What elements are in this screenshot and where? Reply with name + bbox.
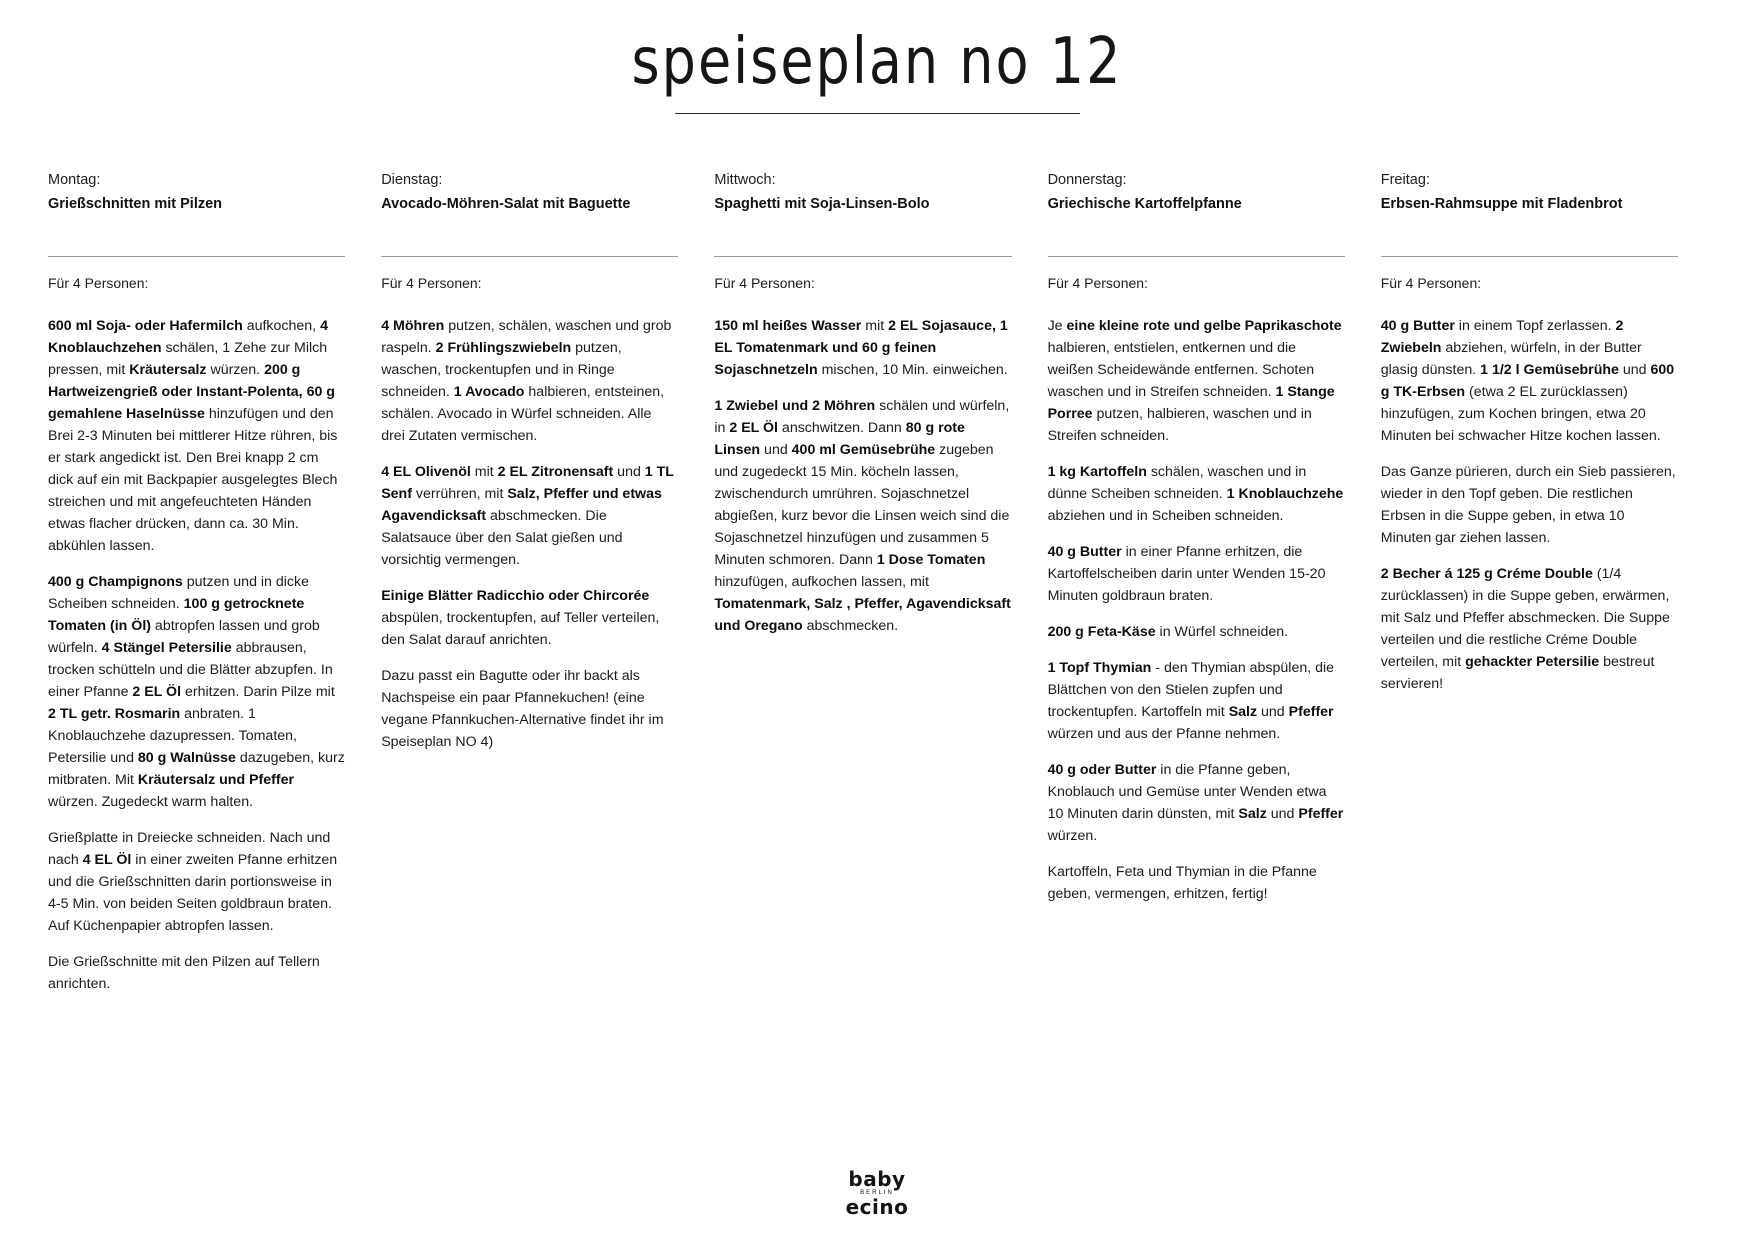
recipe-paragraph: 1 Zwiebel und 2 Möhren schälen und würfeln, in 2 EL Öl anschwitzen. Dann 80 g rote Linsen und 400 ml Gemüsebrühe zugeben und zugedeckt 15 Min. köcheln lassen, zwischendurch umrühren. Sojaschnetzel abgießen, kurz bevor die Linsen weich sind die Sojaschnetzel hinzufügen und zusammen 5 Minuten schmoren. Dann 1 Dose Tomaten hinzufügen, aufkochen lassen, mit Tomatenmark, Salz , Pfeffer, Agavendicksaft und Oregano abschmecken. (714, 397, 1011, 634)
servings-label: Für 4 Personen: (714, 274, 815, 291)
recipe-paragraph: 150 ml heißes Wasser mit 2 EL Sojasauce, 1 EL Tomatenmark und 60 g feinen Sojaschnetzeln mischen, 10 Min. einweichen. (714, 317, 1008, 378)
recipe-paragraph: 4 EL Olivenöl mit 2 EL Zitronensaft und 1 TL Senf verrühren, mit Salz, Pfeffer und etwas Agavendicksaft abschmecken. Die Salatsauce über den Salat gießen und vorsichtig vermengen. (381, 463, 674, 568)
recipe-paragraph: 1 kg Kartoffeln schälen, waschen und in dünne Scheiben schneiden. 1 Knoblauchzehe abziehen und in Scheiben schneiden. (1047, 463, 1344, 524)
recipe-paragraph: 40 g Butter in einem Topf zerlassen. 2 Zwiebeln abziehen, würfeln, in der Butter glasig dünsten. 1 1/2 l Gemüsebrühe und 600 g TK-Erbsen (etwa 2 EL zurücklassen) hinzufügen, zum Kochen bringen, etwa 20 Minuten bei schwacher Hitze kochen lassen. (1380, 317, 1675, 444)
day-column-freitag (1381, 170, 1714, 995)
day-dish: Griechische Kartoffelpfanne (1047, 195, 1242, 212)
recipe-paragraph: 600 ml Soja- oder Hafermilch aufkochen, 4 Knoblauchzehen schälen, 1 Zehe zur Milch pressen, mit Kräutersalz würzen. 200 g Hartweizengrieß oder Instant-Polenta, 60 g gemahlene Haselnüsse hinzufügen und den Brei 2-3 Minuten bei mittlerer Hitze rühren, bis er stark angedickt ist. Den Brei knapp 2 cm dick auf ein mit Backpapier ausgelegtes Blech streichen und mit angefeuchteten Händen etwas flacher drücken, dann ca. 30 Min. abkühlen lassen. (48, 317, 338, 554)
column-divider (48, 256, 345, 257)
column-divider (1048, 256, 1345, 257)
recipe-paragraph: 40 g oder Butter in die Pfanne geben, Knoblauch und Gemüse unter Wenden etwa 10 Minuten darin dünsten, mit Salz und Pfeffer würzen. (1047, 761, 1344, 844)
logo-line-3: ecino (845, 1195, 909, 1219)
servings-label: Für 4 Personen: (1380, 274, 1482, 291)
title-block (0, 0, 1754, 114)
recipe-body (48, 315, 345, 995)
day-columns (48, 170, 1714, 995)
recipe-body (714, 315, 1011, 637)
recipe-body (1048, 315, 1345, 905)
recipe-paragraph: Dazu passt ein Bagutte oder ihr backt als Nachspeise ein paar Pfannekuchen! (eine vegane Pfannkuchen-Alternative findet ihr im Speiseplan NO 4) (381, 667, 664, 750)
column-divider (381, 256, 678, 257)
day-label: Montag: (48, 172, 101, 188)
servings-label: Für 4 Personen: (48, 274, 149, 291)
recipe-paragraph: Kartoffeln, Feta und Thymian in die Pfanne geben, vermengen, erhitzen, fertig! (1047, 863, 1317, 902)
day-dish: Erbsen-Rahmsuppe mit Fladenbrot (1380, 195, 1623, 212)
page-title: speiseplan no 12 (631, 24, 1123, 99)
day-label: Donnerstag: (1047, 172, 1127, 188)
day-dish: Grießschnitten mit Pilzen (48, 195, 223, 212)
servings-label: Für 4 Personen: (1047, 274, 1148, 291)
recipe-paragraph: Die Grießschnitte mit den Pilzen auf Tellern anrichten. (48, 953, 320, 992)
day-label: Dienstag: (381, 172, 443, 188)
recipe-body (1381, 315, 1678, 695)
recipe-paragraph: 200 g Feta-Käse in Würfel schneiden. (1047, 623, 1289, 640)
day-dish: Avocado-Möhren-Salat mit Baguette (381, 195, 631, 212)
recipe-paragraph: 4 Möhren putzen, schälen, waschen und grob raspeln. 2 Frühlingszwiebeln putzen, waschen, trockentupfen und in Ringe schneiden. 1 Avocado halbieren, entsteinen, schälen. Avocado in Würfel schneiden. Alle drei Zutaten vermischen. (381, 317, 672, 444)
day-column-dienstag (381, 170, 714, 995)
recipe-paragraph: 40 g Butter in einer Pfanne erhitzen, die Kartoffelscheiben darin unter Wenden 15-20 Minuten goldbraun braten. (1047, 543, 1326, 604)
recipe-body (381, 315, 678, 753)
column-divider (1381, 256, 1678, 257)
column-divider (714, 256, 1011, 257)
day-dish: Spaghetti mit Soja-Linsen-Bolo (714, 195, 930, 212)
logo-line-2: BERLIN (860, 1190, 894, 1196)
day-label: Freitag: (1380, 172, 1430, 188)
recipe-paragraph: 400 g Champignons putzen und in dicke Scheiben schneiden. 100 g getrocknete Tomaten (in Öl) abtropfen lassen und grob würfeln. 4 Stängel Petersilie abbrausen, trocken schütteln und die Blätter abzupfen. In einer Pfanne 2 EL Öl erhitzen. Darin Pilze mit 2 TL getr. Rosmarin anbraten. 1 Knoblauchzehe dazupressen. Tomaten, Petersilie und 80 g Walnüsse dazugeben, kurz mitbraten. Mit Kräutersalz und Pfeffer würzen. Zugedeckt warm halten. (48, 573, 345, 810)
logo-line-1: baby (848, 1167, 906, 1191)
recipe-paragraph: 2 Becher á 125 g Créme Double (1/4 zurücklassen) in die Suppe geben, erwärmen, mit Salz und Pfeffer abschmecken. Die Suppe verteilen und die restliche Créme Double verteilen, mit gehackter Petersilie bestreut servieren! (1380, 565, 1670, 692)
servings-label: Für 4 Personen: (381, 274, 482, 291)
recipe-paragraph: Je eine kleine rote und gelbe Paprikaschote halbieren, entstielen, entkernen und die weißen Scheidewände entfernen. Schoten waschen und in Streifen schneiden. 1 Stange Porree putzen, halbieren, waschen und in Streifen schneiden. (1047, 317, 1342, 444)
recipe-paragraph: Das Ganze pürieren, durch ein Sieb passieren, wieder in den Topf geben. Die restlichen Erbsen in die Suppe geben, in etwa 10 Minuten gar ziehen lassen. (1380, 463, 1676, 546)
day-column-mittwoch (714, 170, 1047, 995)
recipe-paragraph: Einige Blätter Radicchio oder Chircorée abspülen, trockentupfen, auf Teller verteilen, den Salat darauf anrichten. (381, 587, 660, 648)
day-label: Mittwoch: (714, 172, 776, 188)
day-column-donnerstag (1048, 170, 1381, 995)
day-column-montag (48, 170, 381, 995)
recipe-paragraph: 1 Topf Thymian - den Thymian abspülen, die Blättchen von den Stielen zupfen und trockentupfen. Kartoffeln mit Salz und Pfeffer würzen und aus der Pfanne nehmen. (1047, 659, 1335, 742)
title-underline (675, 113, 1080, 114)
footer-logo (0, 1169, 1754, 1218)
recipe-paragraph: Grießplatte in Dreiecke schneiden. Nach und nach 4 EL Öl in einer zweiten Pfanne erhitzen und die Grießschnitten darin portionsweise in 4-5 Min. von beiden Seiten goldbraun braten. Auf Küchenpapier abtropfen lassen. (48, 829, 338, 934)
